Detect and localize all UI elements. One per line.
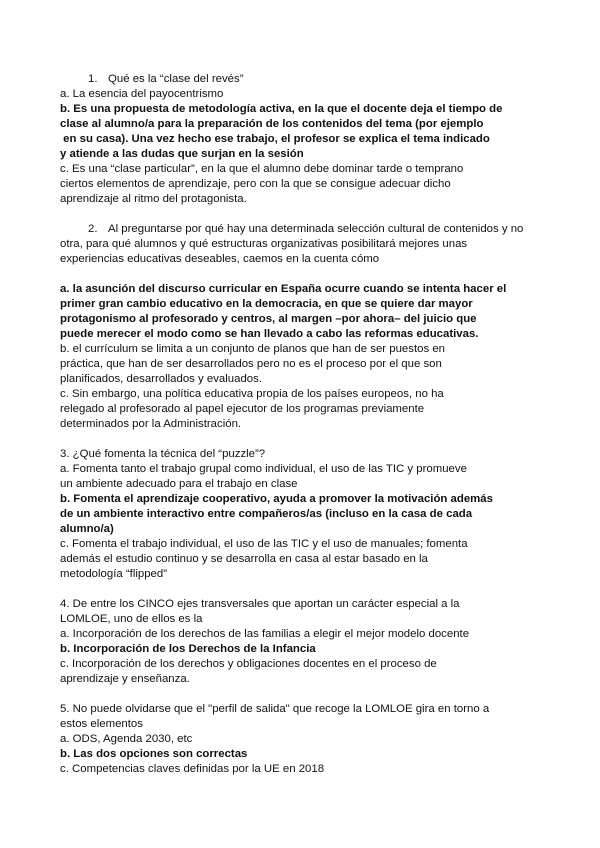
q2-option-b-line2: práctica, que han de ser desarrollados pero no es el proceso por el que son xyxy=(60,358,442,370)
q3-option-b-line2: de un ambiente interactivo entre compañeros/as (incluso en la casa de cada xyxy=(60,508,473,520)
q4-title-line2: LOMLOE, uno de ellos es la xyxy=(60,613,203,625)
q1-number: 1. xyxy=(88,73,98,85)
q2-title-line3: experiencias educativas deseables, caemos en la cuenta cómo xyxy=(60,253,380,265)
q3-option-a-line2: un ambiente adecuado para el trabajo en clase xyxy=(60,478,298,490)
q1-option-c-line2: ciertos elementos de aprendizaje, pero con la que se consigue adecuar dicho xyxy=(60,178,451,190)
q3-option-b-line1: b. Fomenta el aprendizaje cooperativo, ayuda a promover la motivación además xyxy=(60,493,493,505)
q3-option-a-line1: a. Fomenta tanto el trabajo grupal como individual, el uso de las TIC y promueve xyxy=(60,463,467,475)
q2-number: 2. xyxy=(88,223,98,235)
q2-option-c-line2: relegado al profesorado al papel ejecutor de los programas previamente xyxy=(60,403,425,415)
q2-title-line1: Al preguntarse por qué hay una determinada selección cultural de contenidos y no xyxy=(108,223,524,235)
q5-option-b: b. Las dos opciones son correctas xyxy=(60,748,248,760)
q2-option-b-line1: b. el currículum se limita a un conjunto de planos que han de ser puestos en xyxy=(60,343,445,355)
q3-option-c-line1: c. Fomenta el trabajo individual, el uso de las TIC y el uso de manuales; fomenta xyxy=(60,538,468,550)
q1-option-b-line3: en su casa). Una vez hecho ese trabajo, el profesor se explica el tema indicado xyxy=(60,133,490,145)
q3-title: 3. ¿Qué fomenta la técnica del “puzzle”? xyxy=(60,448,266,460)
q5-title-line2: estos elementos xyxy=(60,718,143,730)
q4-option-a: a. Incorporación de los derechos de las familias a elegir el mejor modelo docente xyxy=(60,628,470,640)
q4-option-c-line1: c. Incorporación de los derechos y obligaciones docentes en el proceso de xyxy=(60,658,437,670)
q5-option-a: a. ODS, Agenda 2030, etc xyxy=(60,733,193,745)
q2-option-b-line3: planificados, desarrollados y evaluados. xyxy=(60,373,262,385)
q4-option-c-line2: aprendizaje y enseñanza. xyxy=(60,673,190,685)
q3-option-c-line3: metodología “flipped” xyxy=(60,568,168,580)
q2-title-line2: otra, para qué alumnos y qué estructuras organizativas posibilitará mejores unas xyxy=(60,238,468,250)
q1-option-c-line1: c. Es una “clase particular”, en la que el alumno debe dominar tarde o temprano xyxy=(60,163,464,175)
q1-option-b-line4: y atiende a las dudas que surjan en la sesión xyxy=(60,148,304,160)
q2-option-a-line1: a. la asunción del discurso curricular en España ocurre cuando se intenta hacer el xyxy=(60,283,507,295)
q2-option-a-line2: primer gran cambio educativo en la democracia, en que se quiere dar mayor xyxy=(60,298,473,310)
q5-option-c: c. Competencias claves definidas por la UE en 2018 xyxy=(60,763,325,775)
q1-option-c-line3: aprendizaje al ritmo del protagonista. xyxy=(60,193,247,205)
q1-title: Qué es la “clase del revés” xyxy=(108,73,244,85)
q2-option-c-line1: c. Sin embargo, una política educativa propia de los países europeos, no ha xyxy=(60,388,444,400)
q4-option-b: b. Incorporación de los Derechos de la Infancia xyxy=(60,643,316,655)
q1-option-b-line2: clase al alumno/a para la preparación de los contenidos del tema (por ejemplo xyxy=(60,118,484,130)
q2-option-a-line4: puede merecer el modo como se han llevado a cabo las reformas educativas. xyxy=(60,328,479,340)
q4-title-line1: 4. De entre los CINCO ejes transversales que aportan un carácter especial a la xyxy=(60,598,460,610)
q3-option-c-line2: además el estudio continuo y se desarrolla en casa al estar basado en la xyxy=(60,553,428,565)
q5-title-line1: 5. No puede olvidarse que el "perfil de salida" que recoge la LOMLOE gira en torno a xyxy=(60,703,490,715)
q1-option-b-line1: b. Es una propuesta de metodología activa, en la que el docente deja el tiempo de xyxy=(60,103,503,115)
q2-option-c-line3: determinados por la Administración. xyxy=(60,418,242,430)
q3-option-b-line3: alumno/a) xyxy=(60,523,114,535)
q2-option-a-line3: protagonismo al profesorado y centros, al margen –por ahora– del juicio que xyxy=(60,313,477,325)
q1-option-a: a. La esencia del payocentrismo xyxy=(60,88,224,100)
